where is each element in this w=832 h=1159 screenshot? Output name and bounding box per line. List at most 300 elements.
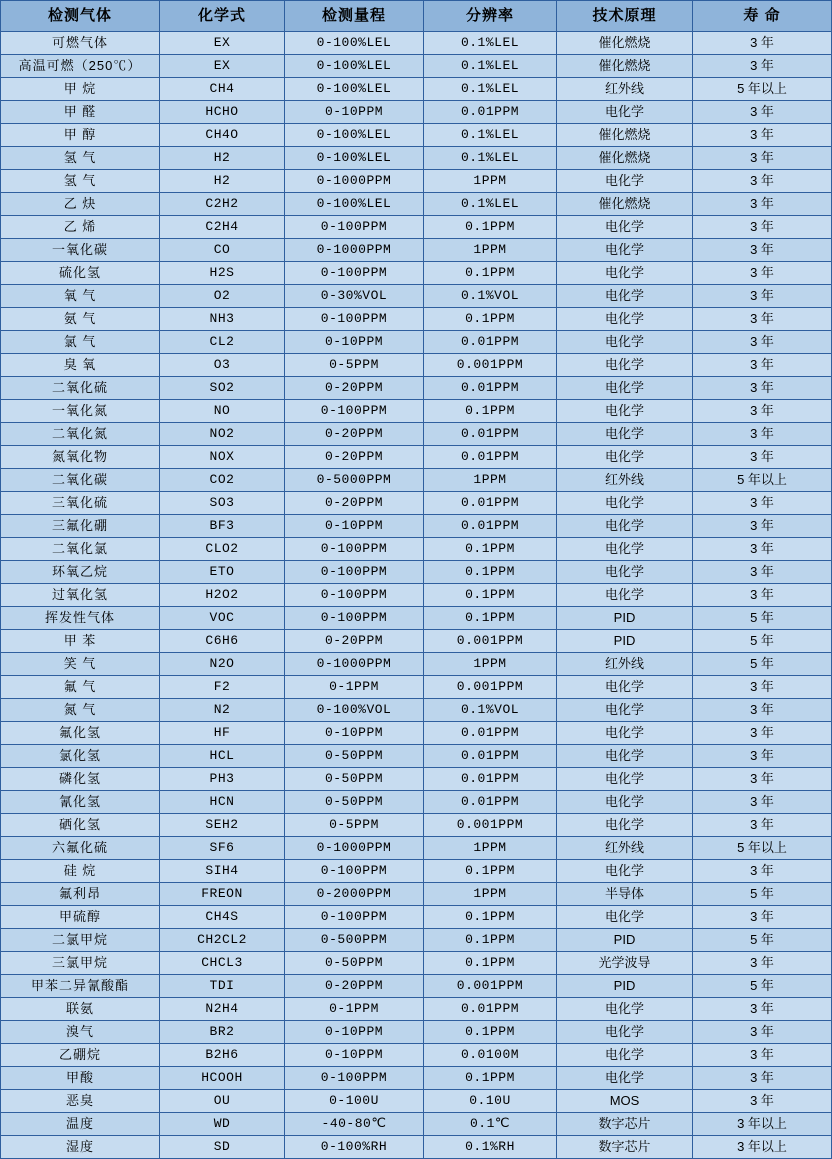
- table-row: [1, 1067, 832, 1090]
- cell-lifetime: 3 年: [693, 814, 832, 837]
- cell-resolution: 0.01PPM: [424, 791, 557, 814]
- table-row: [1, 55, 832, 78]
- cell-detection-range: 0-100PPM: [285, 262, 424, 285]
- cell-resolution: 1PPM: [424, 469, 557, 492]
- cell-chemical-formula: SO2: [160, 377, 285, 400]
- cell-gas-name: 溴气: [1, 1021, 160, 1044]
- cell-gas-name: 二氧化氮: [1, 423, 160, 446]
- cell-technical-principle: 电化学: [557, 1021, 693, 1044]
- cell-technical-principle: 电化学: [557, 170, 693, 193]
- table-row: [1, 32, 832, 55]
- cell-resolution: 0.1%LEL: [424, 78, 557, 101]
- cell-gas-name: 二氧化碳: [1, 469, 160, 492]
- table-row: [1, 1136, 832, 1159]
- cell-technical-principle: 电化学: [557, 584, 693, 607]
- cell-lifetime: 3 年: [693, 860, 832, 883]
- cell-chemical-formula: SD: [160, 1136, 285, 1159]
- cell-gas-name: 氢 气: [1, 147, 160, 170]
- cell-gas-name: 氟化氢: [1, 722, 160, 745]
- cell-detection-range: 0-500PPM: [285, 929, 424, 952]
- cell-chemical-formula: BF3: [160, 515, 285, 538]
- table-header-row: [1, 1, 832, 32]
- table-row: [1, 837, 832, 860]
- cell-technical-principle: 电化学: [557, 1067, 693, 1090]
- table-body: [1, 32, 832, 1159]
- cell-resolution: 1PPM: [424, 837, 557, 860]
- table-row: [1, 1113, 832, 1136]
- table-row: [1, 676, 832, 699]
- cell-chemical-formula: EX: [160, 32, 285, 55]
- cell-chemical-formula: HCN: [160, 791, 285, 814]
- cell-resolution: 0.1PPM: [424, 561, 557, 584]
- cell-gas-name: 恶臭: [1, 1090, 160, 1113]
- cell-resolution: 0.01PPM: [424, 446, 557, 469]
- cell-gas-name: 挥发性气体: [1, 607, 160, 630]
- cell-gas-name: 甲 醛: [1, 101, 160, 124]
- table-row: [1, 1044, 832, 1067]
- column-header-lifetime: 寿 命: [693, 1, 832, 32]
- cell-resolution: 0.1PPM: [424, 860, 557, 883]
- cell-lifetime: 3 年: [693, 446, 832, 469]
- table-header: [1, 1, 832, 32]
- table-row: [1, 331, 832, 354]
- cell-gas-name: 环氧乙烷: [1, 561, 160, 584]
- cell-lifetime: 5 年以上: [693, 78, 832, 101]
- cell-detection-range: 0-1PPM: [285, 676, 424, 699]
- table-row: [1, 354, 832, 377]
- cell-lifetime: 3 年: [693, 676, 832, 699]
- cell-technical-principle: 电化学: [557, 308, 693, 331]
- table-row: [1, 630, 832, 653]
- cell-lifetime: 3 年: [693, 791, 832, 814]
- cell-technical-principle: 数字芯片: [557, 1113, 693, 1136]
- cell-gas-name: 六氟化硫: [1, 837, 160, 860]
- cell-lifetime: 5 年: [693, 653, 832, 676]
- table-row: [1, 791, 832, 814]
- cell-lifetime: 3 年: [693, 722, 832, 745]
- cell-gas-name: 可燃气体: [1, 32, 160, 55]
- cell-lifetime: 3 年: [693, 1067, 832, 1090]
- cell-gas-name: 湿度: [1, 1136, 160, 1159]
- cell-resolution: 0.001PPM: [424, 630, 557, 653]
- cell-detection-range: 0-100PPM: [285, 860, 424, 883]
- cell-detection-range: 0-5000PPM: [285, 469, 424, 492]
- cell-gas-name: 氮氧化物: [1, 446, 160, 469]
- cell-lifetime: 3 年: [693, 538, 832, 561]
- cell-detection-range: 0-100%LEL: [285, 193, 424, 216]
- cell-technical-principle: 电化学: [557, 998, 693, 1021]
- cell-technical-principle: 电化学: [557, 722, 693, 745]
- cell-lifetime: 3 年: [693, 561, 832, 584]
- cell-detection-range: 0-50PPM: [285, 745, 424, 768]
- cell-detection-range: 0-5PPM: [285, 354, 424, 377]
- column-header-range: 检测量程: [285, 1, 424, 32]
- cell-technical-principle: 数字芯片: [557, 1136, 693, 1159]
- cell-gas-name: 乙 烯: [1, 216, 160, 239]
- cell-chemical-formula: C6H6: [160, 630, 285, 653]
- cell-lifetime: 5 年: [693, 929, 832, 952]
- cell-detection-range: 0-100PPM: [285, 1067, 424, 1090]
- cell-technical-principle: 电化学: [557, 423, 693, 446]
- cell-gas-name: 联氨: [1, 998, 160, 1021]
- cell-detection-range: 0-5PPM: [285, 814, 424, 837]
- cell-technical-principle: 催化燃烧: [557, 124, 693, 147]
- cell-gas-name: 氨 气: [1, 308, 160, 331]
- table-row: [1, 653, 832, 676]
- cell-gas-name: 甲 苯: [1, 630, 160, 653]
- cell-chemical-formula: HCL: [160, 745, 285, 768]
- cell-chemical-formula: CH2CL2: [160, 929, 285, 952]
- cell-detection-range: 0-10PPM: [285, 722, 424, 745]
- cell-detection-range: 0-1000PPM: [285, 170, 424, 193]
- cell-chemical-formula: EX: [160, 55, 285, 78]
- cell-resolution: 0.1PPM: [424, 584, 557, 607]
- cell-detection-range: 0-1000PPM: [285, 837, 424, 860]
- table-row: [1, 101, 832, 124]
- cell-gas-name: 甲 烷: [1, 78, 160, 101]
- cell-gas-name: 三氯甲烷: [1, 952, 160, 975]
- table-row: [1, 883, 832, 906]
- cell-lifetime: 3 年以上: [693, 1113, 832, 1136]
- column-header-gas: 检测气体: [1, 1, 160, 32]
- cell-detection-range: 0-100PPM: [285, 906, 424, 929]
- cell-detection-range: 0-100PPM: [285, 308, 424, 331]
- cell-gas-name: 高温可燃（250℃）: [1, 55, 160, 78]
- cell-detection-range: 0-50PPM: [285, 768, 424, 791]
- cell-technical-principle: PID: [557, 630, 693, 653]
- table-row: [1, 952, 832, 975]
- cell-lifetime: 3 年: [693, 308, 832, 331]
- table-row: [1, 1090, 832, 1113]
- cell-resolution: 0.10U: [424, 1090, 557, 1113]
- cell-lifetime: 3 年: [693, 124, 832, 147]
- cell-chemical-formula: O3: [160, 354, 285, 377]
- cell-gas-name: 一氧化碳: [1, 239, 160, 262]
- cell-technical-principle: 电化学: [557, 768, 693, 791]
- cell-technical-principle: 电化学: [557, 354, 693, 377]
- cell-detection-range: 0-100PPM: [285, 561, 424, 584]
- cell-resolution: 0.1PPM: [424, 400, 557, 423]
- cell-gas-name: 硫化氢: [1, 262, 160, 285]
- cell-chemical-formula: PH3: [160, 768, 285, 791]
- cell-detection-range: 0-100PPM: [285, 216, 424, 239]
- cell-gas-name: 乙硼烷: [1, 1044, 160, 1067]
- cell-detection-range: 0-20PPM: [285, 377, 424, 400]
- cell-technical-principle: 电化学: [557, 377, 693, 400]
- cell-resolution: 0.1PPM: [424, 308, 557, 331]
- cell-technical-principle: 催化燃烧: [557, 32, 693, 55]
- cell-technical-principle: 电化学: [557, 538, 693, 561]
- cell-lifetime: 5 年: [693, 975, 832, 998]
- table-row: [1, 124, 832, 147]
- cell-detection-range: 0-50PPM: [285, 952, 424, 975]
- cell-resolution: 0.1%LEL: [424, 147, 557, 170]
- cell-lifetime: 3 年: [693, 262, 832, 285]
- cell-lifetime: 3 年以上: [693, 1136, 832, 1159]
- table-row: [1, 745, 832, 768]
- table-row: [1, 515, 832, 538]
- cell-chemical-formula: H2S: [160, 262, 285, 285]
- cell-resolution: 0.1PPM: [424, 906, 557, 929]
- table-row: [1, 308, 832, 331]
- table-row: [1, 814, 832, 837]
- cell-gas-name: 三氟化硼: [1, 515, 160, 538]
- cell-chemical-formula: CO2: [160, 469, 285, 492]
- cell-lifetime: 3 年: [693, 331, 832, 354]
- cell-technical-principle: 催化燃烧: [557, 55, 693, 78]
- cell-resolution: 0.1%LEL: [424, 124, 557, 147]
- cell-chemical-formula: SF6: [160, 837, 285, 860]
- cell-lifetime: 3 年: [693, 239, 832, 262]
- cell-chemical-formula: HF: [160, 722, 285, 745]
- cell-lifetime: 3 年: [693, 377, 832, 400]
- cell-chemical-formula: SO3: [160, 492, 285, 515]
- table-row: [1, 216, 832, 239]
- cell-lifetime: 5 年: [693, 883, 832, 906]
- table-row: [1, 170, 832, 193]
- cell-chemical-formula: SEH2: [160, 814, 285, 837]
- cell-chemical-formula: BR2: [160, 1021, 285, 1044]
- cell-lifetime: 3 年: [693, 1044, 832, 1067]
- cell-lifetime: 3 年: [693, 193, 832, 216]
- cell-chemical-formula: C2H2: [160, 193, 285, 216]
- table-row: [1, 975, 832, 998]
- table-row: [1, 285, 832, 308]
- table-row: [1, 722, 832, 745]
- cell-technical-principle: MOS: [557, 1090, 693, 1113]
- cell-detection-range: 0-10PPM: [285, 101, 424, 124]
- cell-resolution: 0.1PPM: [424, 1067, 557, 1090]
- table-row: [1, 607, 832, 630]
- cell-gas-name: 二氯甲烷: [1, 929, 160, 952]
- cell-detection-range: 0-20PPM: [285, 492, 424, 515]
- cell-chemical-formula: WD: [160, 1113, 285, 1136]
- cell-technical-principle: PID: [557, 975, 693, 998]
- cell-gas-name: 一氧化氮: [1, 400, 160, 423]
- cell-chemical-formula: HCOOH: [160, 1067, 285, 1090]
- table-row: [1, 262, 832, 285]
- cell-lifetime: 3 年: [693, 101, 832, 124]
- cell-lifetime: 3 年: [693, 147, 832, 170]
- cell-lifetime: 3 年: [693, 768, 832, 791]
- cell-resolution: 0.01PPM: [424, 331, 557, 354]
- cell-technical-principle: 催化燃烧: [557, 147, 693, 170]
- cell-detection-range: 0-100%VOL: [285, 699, 424, 722]
- cell-gas-name: 氮 气: [1, 699, 160, 722]
- cell-detection-range: 0-20PPM: [285, 446, 424, 469]
- cell-resolution: 1PPM: [424, 653, 557, 676]
- cell-technical-principle: PID: [557, 929, 693, 952]
- cell-detection-range: 0-100%LEL: [285, 32, 424, 55]
- cell-resolution: 0.01PPM: [424, 101, 557, 124]
- cell-resolution: 0.0100M: [424, 1044, 557, 1067]
- table-row: [1, 584, 832, 607]
- cell-gas-name: 二氧化氯: [1, 538, 160, 561]
- cell-technical-principle: 红外线: [557, 78, 693, 101]
- cell-technical-principle: 电化学: [557, 791, 693, 814]
- cell-chemical-formula: CH4: [160, 78, 285, 101]
- table-row: [1, 699, 832, 722]
- cell-chemical-formula: N2H4: [160, 998, 285, 1021]
- cell-resolution: 0.01PPM: [424, 745, 557, 768]
- cell-gas-name: 二氧化硫: [1, 377, 160, 400]
- cell-lifetime: 3 年: [693, 170, 832, 193]
- cell-gas-name: 氧 气: [1, 285, 160, 308]
- cell-chemical-formula: SIH4: [160, 860, 285, 883]
- cell-detection-range: 0-30%VOL: [285, 285, 424, 308]
- table-row: [1, 561, 832, 584]
- cell-resolution: 0.1%LEL: [424, 193, 557, 216]
- table-row: [1, 998, 832, 1021]
- cell-detection-range: 0-20PPM: [285, 423, 424, 446]
- cell-chemical-formula: B2H6: [160, 1044, 285, 1067]
- cell-technical-principle: 电化学: [557, 446, 693, 469]
- cell-gas-name: 甲硫醇: [1, 906, 160, 929]
- cell-technical-principle: 电化学: [557, 262, 693, 285]
- cell-detection-range: 0-100U: [285, 1090, 424, 1113]
- cell-technical-principle: 电化学: [557, 814, 693, 837]
- table-row: [1, 239, 832, 262]
- cell-detection-range: 0-100%LEL: [285, 147, 424, 170]
- cell-resolution: 0.01PPM: [424, 998, 557, 1021]
- cell-chemical-formula: FREON: [160, 883, 285, 906]
- cell-chemical-formula: CLO2: [160, 538, 285, 561]
- cell-chemical-formula: N2: [160, 699, 285, 722]
- cell-gas-name: 氟 气: [1, 676, 160, 699]
- cell-chemical-formula: H2O2: [160, 584, 285, 607]
- cell-resolution: 0.01PPM: [424, 515, 557, 538]
- cell-detection-range: 0-2000PPM: [285, 883, 424, 906]
- cell-technical-principle: 电化学: [557, 699, 693, 722]
- cell-resolution: 0.1PPM: [424, 538, 557, 561]
- cell-chemical-formula: O2: [160, 285, 285, 308]
- cell-lifetime: 3 年: [693, 745, 832, 768]
- cell-resolution: 0.1%VOL: [424, 699, 557, 722]
- cell-gas-name: 温度: [1, 1113, 160, 1136]
- table-row: [1, 860, 832, 883]
- cell-lifetime: 3 年: [693, 32, 832, 55]
- cell-gas-name: 氢 气: [1, 170, 160, 193]
- cell-detection-range: 0-10PPM: [285, 331, 424, 354]
- cell-resolution: 0.1PPM: [424, 929, 557, 952]
- cell-detection-range: 0-10PPM: [285, 1021, 424, 1044]
- cell-resolution: 1PPM: [424, 883, 557, 906]
- cell-detection-range: 0-100%LEL: [285, 55, 424, 78]
- cell-resolution: 0.01PPM: [424, 722, 557, 745]
- table-row: [1, 469, 832, 492]
- cell-lifetime: 5 年: [693, 607, 832, 630]
- cell-lifetime: 3 年: [693, 492, 832, 515]
- table-row: [1, 538, 832, 561]
- cell-technical-principle: 电化学: [557, 515, 693, 538]
- cell-gas-name: 三氧化硫: [1, 492, 160, 515]
- cell-lifetime: 3 年: [693, 400, 832, 423]
- cell-resolution: 0.001PPM: [424, 354, 557, 377]
- cell-gas-name: 过氧化氢: [1, 584, 160, 607]
- cell-technical-principle: 电化学: [557, 676, 693, 699]
- cell-chemical-formula: CL2: [160, 331, 285, 354]
- cell-resolution: 0.1PPM: [424, 1021, 557, 1044]
- cell-chemical-formula: ETO: [160, 561, 285, 584]
- cell-resolution: 0.01PPM: [424, 423, 557, 446]
- cell-lifetime: 3 年: [693, 55, 832, 78]
- cell-resolution: 0.001PPM: [424, 975, 557, 998]
- cell-detection-range: 0-100%RH: [285, 1136, 424, 1159]
- cell-detection-range: 0-20PPM: [285, 630, 424, 653]
- cell-lifetime: 3 年: [693, 423, 832, 446]
- cell-gas-name: 磷化氢: [1, 768, 160, 791]
- cell-lifetime: 5 年以上: [693, 469, 832, 492]
- cell-resolution: 0.1PPM: [424, 262, 557, 285]
- cell-technical-principle: 光学波导: [557, 952, 693, 975]
- cell-chemical-formula: H2: [160, 147, 285, 170]
- table-row: [1, 193, 832, 216]
- cell-gas-name: 甲苯二异氰酸酯: [1, 975, 160, 998]
- cell-lifetime: 3 年: [693, 1021, 832, 1044]
- cell-resolution: 1PPM: [424, 239, 557, 262]
- cell-chemical-formula: NOX: [160, 446, 285, 469]
- cell-lifetime: 3 年: [693, 952, 832, 975]
- cell-gas-name: 氰化氢: [1, 791, 160, 814]
- cell-technical-principle: 电化学: [557, 101, 693, 124]
- table-row: [1, 768, 832, 791]
- cell-chemical-formula: VOC: [160, 607, 285, 630]
- cell-gas-name: 氯化氢: [1, 745, 160, 768]
- cell-detection-range: -40-80℃: [285, 1113, 424, 1136]
- cell-technical-principle: 电化学: [557, 492, 693, 515]
- cell-technical-principle: 电化学: [557, 906, 693, 929]
- cell-chemical-formula: CH4S: [160, 906, 285, 929]
- column-header-resolution: 分辨率: [424, 1, 557, 32]
- cell-resolution: 0.1PPM: [424, 216, 557, 239]
- cell-technical-principle: 半导体: [557, 883, 693, 906]
- cell-resolution: 0.1%LEL: [424, 32, 557, 55]
- cell-resolution: 0.1℃: [424, 1113, 557, 1136]
- cell-chemical-formula: NH3: [160, 308, 285, 331]
- cell-resolution: 0.1PPM: [424, 607, 557, 630]
- cell-chemical-formula: F2: [160, 676, 285, 699]
- cell-chemical-formula: TDI: [160, 975, 285, 998]
- cell-resolution: 0.01PPM: [424, 377, 557, 400]
- cell-lifetime: 5 年以上: [693, 837, 832, 860]
- cell-chemical-formula: NO: [160, 400, 285, 423]
- cell-lifetime: 3 年: [693, 906, 832, 929]
- cell-technical-principle: 电化学: [557, 1044, 693, 1067]
- cell-detection-range: 0-20PPM: [285, 975, 424, 998]
- cell-detection-range: 0-1000PPM: [285, 239, 424, 262]
- cell-technical-principle: PID: [557, 607, 693, 630]
- cell-detection-range: 0-100PPM: [285, 584, 424, 607]
- cell-resolution: 1PPM: [424, 170, 557, 193]
- table-row: [1, 400, 832, 423]
- cell-gas-name: 乙 炔: [1, 193, 160, 216]
- table-row: [1, 492, 832, 515]
- cell-lifetime: 3 年: [693, 216, 832, 239]
- cell-lifetime: 3 年: [693, 1090, 832, 1113]
- cell-technical-principle: 电化学: [557, 285, 693, 308]
- cell-gas-name: 笑 气: [1, 653, 160, 676]
- cell-detection-range: 0-100%LEL: [285, 124, 424, 147]
- cell-chemical-formula: CH4O: [160, 124, 285, 147]
- table-row: [1, 929, 832, 952]
- cell-gas-name: 氟利昂: [1, 883, 160, 906]
- cell-lifetime: 5 年: [693, 630, 832, 653]
- cell-technical-principle: 催化燃烧: [557, 193, 693, 216]
- cell-detection-range: 0-10PPM: [285, 1044, 424, 1067]
- cell-detection-range: 0-50PPM: [285, 791, 424, 814]
- table-row: [1, 906, 832, 929]
- cell-gas-name: 甲 醇: [1, 124, 160, 147]
